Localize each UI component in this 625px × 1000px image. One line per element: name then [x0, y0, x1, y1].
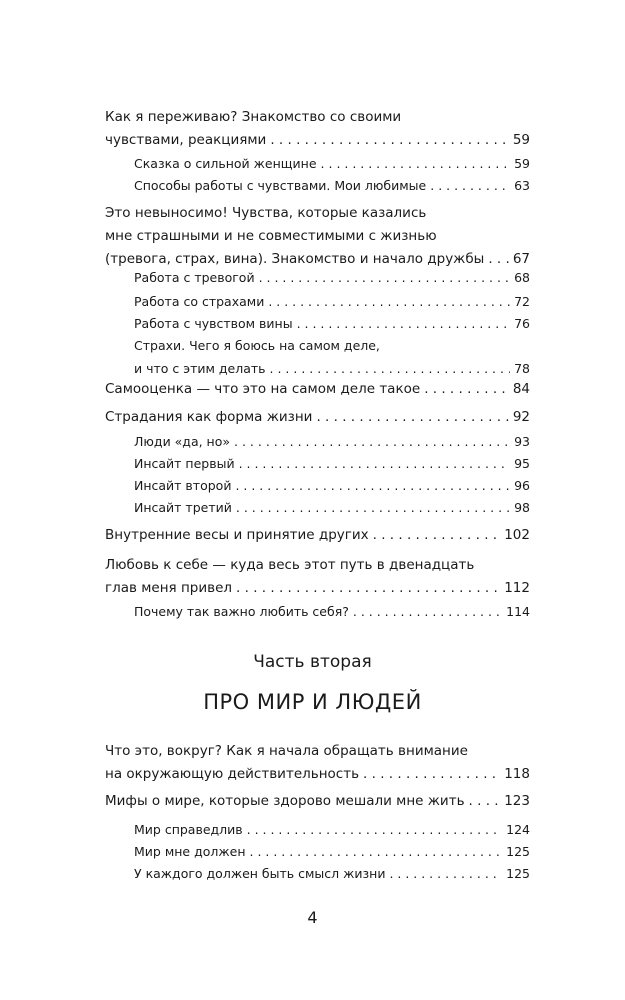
- toc-entry-title: Люди «да, но»: [134, 434, 231, 449]
- toc-subentry: [134, 600, 530, 623]
- toc-page-number: 68: [514, 270, 530, 285]
- dot-leader: [297, 312, 511, 335]
- part-title: ПРО МИР И ЛЮДЕЙ: [203, 690, 422, 714]
- toc-line: [105, 106, 530, 129]
- toc-subentry: [134, 152, 530, 175]
- dot-leader: [321, 152, 511, 175]
- toc-entry-title: Мир мне должен: [134, 844, 246, 859]
- dot-leader: [270, 357, 511, 380]
- toc-line: [134, 174, 530, 197]
- toc-line: [105, 202, 530, 225]
- toc-page-number: 59: [512, 132, 530, 148]
- dot-leader: [389, 862, 502, 885]
- toc-page-number: 95: [514, 456, 530, 471]
- toc-entry: [105, 202, 530, 271]
- toc-line: [105, 577, 530, 600]
- toc-line: [105, 740, 530, 763]
- toc-line: [105, 524, 530, 547]
- toc-entry-title: У каждого должен быть смысл жизни: [134, 866, 386, 881]
- toc-entry-title: Сказка о сильной женщине: [134, 156, 317, 171]
- toc-page-number: 76: [514, 316, 530, 331]
- toc-entry: [105, 378, 530, 401]
- toc-page-number: 93: [514, 434, 530, 449]
- dot-leader: [234, 430, 510, 453]
- toc-page-number: 124: [506, 822, 530, 837]
- toc-entry-title: на окружающую действительность: [105, 766, 360, 782]
- dot-leader: [239, 452, 511, 475]
- toc-line: [134, 312, 530, 335]
- toc-entry-title: Работа с чувством вины: [134, 316, 293, 331]
- toc-line: [105, 378, 530, 401]
- dot-leader: [259, 266, 511, 289]
- toc-line: [134, 840, 530, 863]
- toc-subentry: [134, 334, 530, 380]
- toc-page-number: 59: [514, 156, 530, 171]
- toc-page-number: 72: [514, 294, 530, 309]
- toc-entry-title: Как я переживаю? Знакомство со своими: [105, 109, 402, 125]
- toc-line: [134, 266, 530, 289]
- dot-leader: [268, 290, 510, 313]
- toc-entry: [105, 106, 530, 152]
- toc-page-number: 92: [512, 409, 530, 425]
- toc-line: [134, 862, 530, 885]
- dot-leader: [270, 129, 508, 152]
- toc-line: [134, 452, 530, 475]
- toc-line: [134, 290, 530, 313]
- toc-page-number: 102: [504, 527, 530, 543]
- toc-subentry: [134, 174, 530, 197]
- toc-entry-title: Способы работы с чувствами. Мои любимые: [134, 178, 427, 193]
- dot-leader: [235, 474, 510, 497]
- toc-entry-title: Мифы о мире, которые здорово мешали мне жить: [105, 793, 465, 809]
- toc-page-number: 96: [514, 478, 530, 493]
- toc-line: [105, 129, 530, 152]
- toc-page-number: 112: [504, 580, 530, 596]
- dot-leader: [353, 600, 502, 623]
- toc-entry: [105, 524, 530, 547]
- toc-entry-title: Страхи. Чего я боюсь на самом деле,: [134, 338, 380, 353]
- toc-entry-title: Мир справедлив: [134, 822, 243, 837]
- dot-leader: [373, 524, 501, 547]
- toc-subentry: [134, 474, 530, 497]
- dot-leader: [236, 496, 510, 519]
- toc-subentry: [134, 818, 530, 841]
- toc-line: [134, 474, 530, 497]
- toc-entry-title: Любовь к себе — куда весь этот путь в двенадцать: [105, 557, 475, 573]
- toc-line: [134, 496, 530, 519]
- dot-leader: [469, 790, 501, 813]
- toc-entry: [105, 554, 530, 600]
- dot-leader: [236, 577, 500, 600]
- toc-entry-title: Инсайт первый: [134, 456, 235, 471]
- toc-line: [105, 406, 530, 429]
- toc-line: [105, 554, 530, 577]
- toc-entry-title: мне страшными и не совместимыми с жизнью: [105, 228, 437, 244]
- toc-entry-title: Почему так важно любить себя?: [134, 604, 349, 619]
- toc-page-number: 98: [514, 500, 530, 515]
- toc-line: [105, 790, 530, 813]
- toc-subentry: [134, 840, 530, 863]
- toc-line: [134, 600, 530, 623]
- toc-entry-title: чувствами, реакциями: [105, 132, 267, 148]
- toc-subentry: [134, 290, 530, 313]
- toc-line: [105, 763, 530, 786]
- page-number: 4: [307, 908, 318, 927]
- toc-subentry: [134, 430, 530, 453]
- toc-entry-title: Страдания как форма жизни: [105, 409, 313, 425]
- dot-leader: [363, 763, 500, 786]
- toc-entry: [105, 740, 530, 786]
- toc-entry-title: Что это, вокруг? Как я начала обращать внимание: [105, 743, 468, 759]
- toc-page-number: 84: [512, 381, 530, 397]
- toc-line: [134, 152, 530, 175]
- toc-line: [134, 334, 530, 357]
- dot-leader: [250, 840, 503, 863]
- dot-leader: [424, 378, 509, 401]
- toc-page-number: 125: [506, 866, 530, 881]
- toc-subentry: [134, 312, 530, 335]
- part-label: Часть вторая: [253, 652, 372, 672]
- toc-subentry: [134, 452, 530, 475]
- toc-entry-title: Внутренние весы и принятие других: [105, 527, 369, 543]
- toc-entry-title: Самооценка — что это на самом деле такое: [105, 381, 421, 397]
- toc-page-number: 123: [504, 793, 530, 809]
- toc-entry-title: (тревога, страх, вина). Знакомство и начало дружбы: [105, 251, 485, 267]
- toc-entry-title: и что с этим делать: [134, 361, 266, 376]
- toc-page-number: 63: [514, 178, 530, 193]
- toc-page-number: 118: [504, 766, 530, 782]
- toc-page-number: 67: [512, 251, 530, 267]
- toc-line: [134, 818, 530, 841]
- toc-line: [105, 225, 530, 248]
- toc-line: [134, 430, 530, 453]
- toc-subentry: [134, 266, 530, 289]
- toc-subentry: [134, 496, 530, 519]
- toc-entry-title: Инсайт третий: [134, 500, 232, 515]
- toc-entry-title: Работа со страхами: [134, 294, 265, 309]
- toc-page-number: 125: [506, 844, 530, 859]
- toc-page-number: 78: [514, 361, 530, 376]
- toc-entry-title: глав меня привел: [105, 580, 233, 596]
- toc-page-number: 114: [506, 604, 530, 619]
- toc-line: [134, 357, 530, 380]
- dot-leader: [316, 406, 508, 429]
- dot-leader: [430, 174, 510, 197]
- dot-leader: [247, 818, 503, 841]
- toc-entry: [105, 790, 530, 813]
- toc-entry-title: Инсайт второй: [134, 478, 232, 493]
- toc-entry: [105, 406, 530, 429]
- toc-subentry: [134, 862, 530, 885]
- toc-entry-title: Работа с тревогой: [134, 270, 255, 285]
- toc-entry-title: Это невыносимо! Чувства, которые казались: [105, 205, 427, 221]
